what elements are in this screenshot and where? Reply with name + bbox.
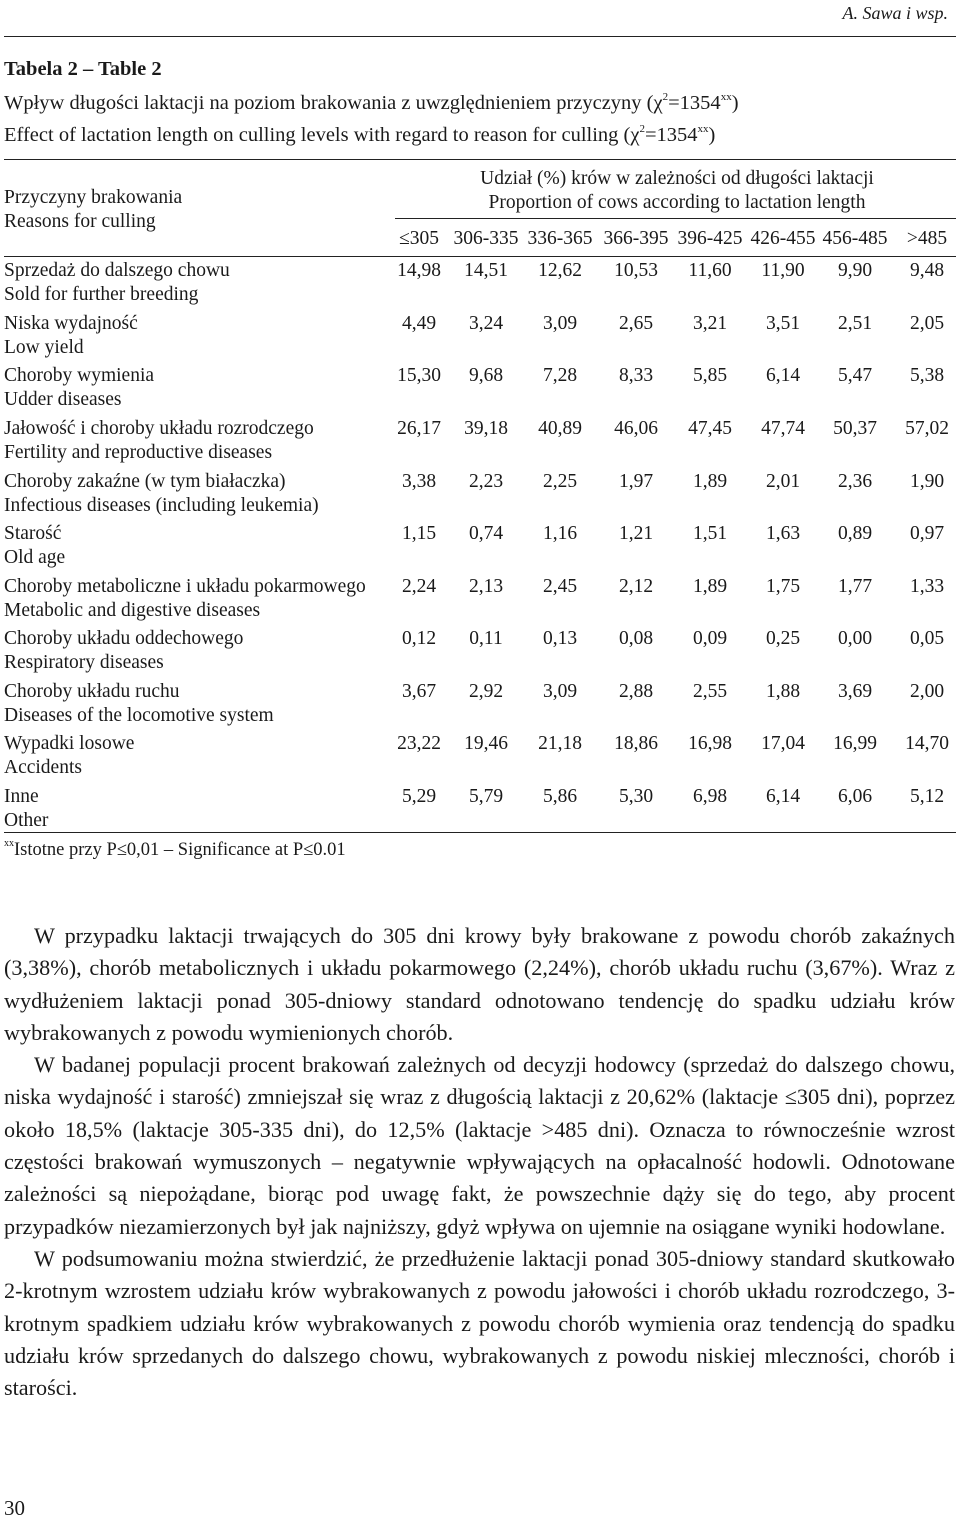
row-label [4, 627, 243, 675]
table-cell: 9,90 [837, 260, 873, 281]
table-top-rule [4, 159, 956, 160]
table-cell: 5,29 [401, 786, 437, 807]
table-cell: 3,21 [692, 313, 728, 334]
row-label-en: Old age [4, 547, 66, 568]
table-cell: 6,98 [692, 786, 728, 807]
row-label [4, 417, 314, 465]
table-cell: 2,01 [765, 471, 801, 492]
table-row [0, 522, 960, 574]
table-row [0, 732, 960, 784]
table-cell: 1,89 [692, 471, 728, 492]
column-header: 306-335 [453, 228, 519, 249]
row-label-en: Fertility and reproductive diseases [4, 442, 273, 463]
table-cell: 2,51 [837, 313, 873, 334]
table-cell: 26,17 [397, 418, 441, 439]
table-caption-pl [4, 92, 739, 115]
chi-exponent: 2 [662, 91, 669, 103]
table-cell: 3,24 [468, 313, 504, 334]
table-cell: 1,77 [837, 576, 873, 597]
row-label [4, 732, 134, 780]
row-label-pl: Niska wydajność [4, 313, 138, 334]
table-row [0, 680, 960, 732]
table-label: Tabela 2 – Table 2 [4, 58, 162, 80]
chi-exponent: 2 [639, 123, 645, 135]
table-cell: 6,14 [765, 786, 801, 807]
table-cell: 11,60 [688, 260, 732, 281]
table-cell: 47,74 [761, 418, 805, 439]
table-cell: 2,45 [542, 576, 578, 597]
row-label-pl: Choroby zakaźne (w tym białaczka) [4, 471, 286, 492]
table-cell: 0,25 [765, 628, 801, 649]
table-cell: 40,89 [538, 418, 582, 439]
table-cell: 1,97 [618, 471, 654, 492]
table-cell: 19,46 [464, 733, 508, 754]
row-label [4, 575, 366, 623]
column-header: 456-485 [822, 228, 888, 249]
table-cell: 39,18 [464, 418, 508, 439]
table-cell: 5,85 [692, 365, 728, 386]
row-label [4, 364, 154, 412]
reasons-header [4, 186, 182, 234]
table-cell: 46,06 [614, 418, 658, 439]
reasons-header-en: Reasons for culling [4, 211, 156, 232]
table-cell: 16,98 [688, 733, 732, 754]
row-label-en: Infectious diseases (including leukemia) [4, 495, 319, 516]
row-label-en: Respiratory diseases [4, 652, 164, 673]
table-cell: 21,18 [538, 733, 582, 754]
table-cell: 3,69 [837, 681, 873, 702]
table-cell: 6,14 [765, 365, 801, 386]
table-cell: 11,90 [761, 260, 805, 281]
table-caption-en [4, 124, 715, 147]
body-paragraph: W podsumowaniu można stwierdzić, że przedłużenie laktacji ponad 305-dniowy standard skutkowało 2-krotnym wzrostem udziału krów wybrakowanych z powodu jałowości i chorób układu rozrodczego, 3-krotnym spadkiem udziału krów wybrakowanych z powodu chorób wymienia oraz tendencją do spadku udziału krów sprzedanych do dalszego chowu, wybrakowanych z powodu niskiej mleczności, chorób i starości. [4, 1245, 955, 1401]
table-cell: 1,88 [765, 681, 801, 702]
table-cell: 2,55 [692, 681, 728, 702]
row-label [4, 680, 274, 728]
table-cell: 1,33 [909, 576, 945, 597]
table-cell: 0,00 [837, 628, 873, 649]
table-cell: 1,90 [909, 471, 945, 492]
header-bottom-rule [4, 256, 956, 257]
row-label-pl: Choroby układu ruchu [4, 681, 180, 702]
running-head: A. Sawa i wsp. [842, 3, 948, 23]
table-cell: 1,21 [618, 523, 654, 544]
footnote-text: Istotne przy P≤0,01 – Significance at P≤0.01 [14, 840, 346, 860]
table-footnote [4, 840, 346, 861]
table-cell: 2,92 [468, 681, 504, 702]
row-label-pl: Inne [4, 786, 39, 807]
row-label-en: Metabolic and digestive diseases [4, 600, 261, 621]
row-label-pl: Wypadki losowe [4, 733, 135, 754]
table-cell: 12,62 [538, 260, 582, 281]
chi-significance-mark: xx [697, 123, 709, 135]
table-cell: 50,37 [833, 418, 877, 439]
table-cell: 10,53 [614, 260, 658, 281]
table-cell: 6,06 [837, 786, 873, 807]
table-cell: 2,25 [542, 471, 578, 492]
table-cell: 2,13 [468, 576, 504, 597]
table-cell: 57,02 [905, 418, 949, 439]
table-cell: 3,09 [542, 313, 578, 334]
table-cell: 0,05 [909, 628, 945, 649]
table-cell: 2,65 [618, 313, 654, 334]
table-cell: 4,49 [401, 313, 437, 334]
row-label [4, 522, 65, 570]
column-header: 426-455 [750, 228, 816, 249]
table-cell: 14,98 [397, 260, 441, 281]
caption-close: ) [708, 124, 716, 146]
table-row [0, 417, 960, 469]
chi-value: =1354 [644, 124, 698, 146]
table-cell: 0,09 [692, 628, 728, 649]
table-cell: 47,45 [688, 418, 732, 439]
table-cell: 3,51 [765, 313, 801, 334]
row-label-en: Sold for further breeding [4, 284, 199, 305]
table-cell: 15,30 [397, 365, 441, 386]
column-header: ≤305 [399, 228, 439, 249]
table-cell: 17,04 [761, 733, 805, 754]
table-cell: 3,67 [401, 681, 437, 702]
table-row [0, 785, 960, 837]
table-cell: 23,22 [397, 733, 441, 754]
table-cell: 2,23 [468, 471, 504, 492]
row-label-pl: Choroby wymienia [4, 365, 155, 386]
table-cell: 18,86 [614, 733, 658, 754]
table-cell: 2,36 [837, 471, 873, 492]
column-group-header [395, 167, 959, 215]
table-cell: 5,30 [618, 786, 654, 807]
table-cell: 9,48 [909, 260, 945, 281]
table-cell: 3,38 [401, 471, 437, 492]
reasons-header-pl: Przyczyny brakowania [4, 187, 183, 208]
table-row [0, 470, 960, 522]
table-cell: 1,15 [401, 523, 437, 544]
table-cell: 3,09 [542, 681, 578, 702]
row-label-pl: Choroby metaboliczne i układu pokarmowego [4, 576, 366, 597]
table-cell: 5,47 [837, 365, 873, 386]
footnote-mark: xx [4, 838, 14, 849]
table-cell: 1,51 [692, 523, 728, 544]
table-bottom-rule [4, 832, 956, 833]
column-header: 396-425 [677, 228, 743, 249]
body-text [4, 920, 955, 1404]
table-cell: 9,68 [468, 365, 504, 386]
row-label-pl: Sprzedaż do dalszego chowu [4, 260, 230, 281]
table-cell: 1,89 [692, 576, 728, 597]
row-label [4, 259, 230, 307]
row-label [4, 312, 138, 360]
column-header: 336-365 [527, 228, 593, 249]
table-cell: 1,75 [765, 576, 801, 597]
table-cell: 14,51 [464, 260, 508, 281]
table-row [0, 627, 960, 679]
row-label-pl: Choroby układu oddechowego [4, 628, 244, 649]
page-number: 30 [4, 1496, 25, 1520]
column-header: >485 [906, 228, 948, 249]
table-cell: 5,38 [909, 365, 945, 386]
table-row [0, 364, 960, 416]
row-label-pl: Starość [4, 523, 62, 544]
body-paragraph: W przypadku laktacji trwających do 305 dni krowy były brakowane z powodu chorób zakaźnych (3,38%), chorób metabolicznych i układu pokarmowego (2,24%), chorób układu ruchu (3,67%). Wraz z wydłużeniem laktacji ponad 305-dniowy standard odnotowano tendencję do spadku udziału krów wybrakowanych z powodu wymienionych chorób. [4, 923, 955, 1045]
row-label-en: Other [4, 810, 49, 831]
table-cell: 5,12 [909, 786, 945, 807]
caption-pl-text: Wpływ długości laktacji na poziom brakowania z uwzględnieniem przyczyny (χ [4, 92, 663, 114]
table-cell: 0,11 [469, 628, 503, 649]
group-header-en: Proportion of cows according to lactation length [488, 192, 866, 213]
group-header-pl: Udział (%) krów w zależności od długości laktacji [480, 168, 874, 189]
row-label-en: Diseases of the locomotive system [4, 705, 274, 726]
table-cell: 0,97 [909, 523, 945, 544]
table-cell: 8,33 [618, 365, 654, 386]
header-rule [4, 36, 956, 37]
row-label-en: Low yield [4, 337, 84, 358]
table-cell: 14,70 [905, 733, 949, 754]
table-cell: 5,79 [468, 786, 504, 807]
table-cell: 0,74 [468, 523, 504, 544]
table-cell: 2,88 [618, 681, 654, 702]
column-header: 366-395 [603, 228, 669, 249]
caption-en-text: Effect of lactation length on culling levels with regard to reason for culling (χ [4, 124, 640, 146]
chi-significance-mark: xx [720, 91, 732, 103]
table-cell: 0,08 [618, 628, 654, 649]
caption-close: ) [731, 92, 739, 114]
row-label [4, 785, 48, 833]
table-cell: 2,00 [909, 681, 945, 702]
table-row [0, 259, 960, 311]
table-cell: 0,13 [542, 628, 578, 649]
group-header-rule [395, 218, 956, 219]
table-cell: 2,24 [401, 576, 437, 597]
table-row [0, 312, 960, 364]
table-row [0, 575, 960, 627]
chi-value: =1354 [668, 92, 721, 114]
table-cell: 2,12 [618, 576, 654, 597]
table-cell: 1,16 [542, 523, 578, 544]
row-label-en: Accidents [4, 757, 82, 778]
table-cell: 16,99 [833, 733, 877, 754]
row-label-pl: Jałowość i choroby układu rozrodczego [4, 418, 314, 439]
table-cell: 0,89 [837, 523, 873, 544]
table-cell: 2,05 [909, 313, 945, 334]
row-label-en: Udder diseases [4, 389, 122, 410]
row-label [4, 470, 319, 518]
table-cell: 5,86 [542, 786, 578, 807]
table-cell: 7,28 [542, 365, 578, 386]
table-cell: 1,63 [765, 523, 801, 544]
body-paragraph: W badanej populacji procent brakowań zależnych od decyzji hodowcy (sprzedaż do dalszego chowu, niska wydajność i starość) zmniejszał się wraz z długością laktacji z 20,62% (laktacje ≤305 dni), poprzez około 18,5% (laktacje 305-335 dni), do 12,5% (laktacje >485 dni). Oznacza to równocześnie wzrost częstości brakowań wymuszonych – negatywnie wpływających na opłacalność hodowli. Odnotowane zależności są niepożądane, biorąc pod uwagę fakt, że powszechnie dąży się do tego, aby procent przypadków niezamierzonych był jak najniższy, gdyż wpływa on ujemnie na osiągane wyniki hodowlane. [4, 1052, 955, 1239]
table-cell: 0,12 [401, 628, 437, 649]
